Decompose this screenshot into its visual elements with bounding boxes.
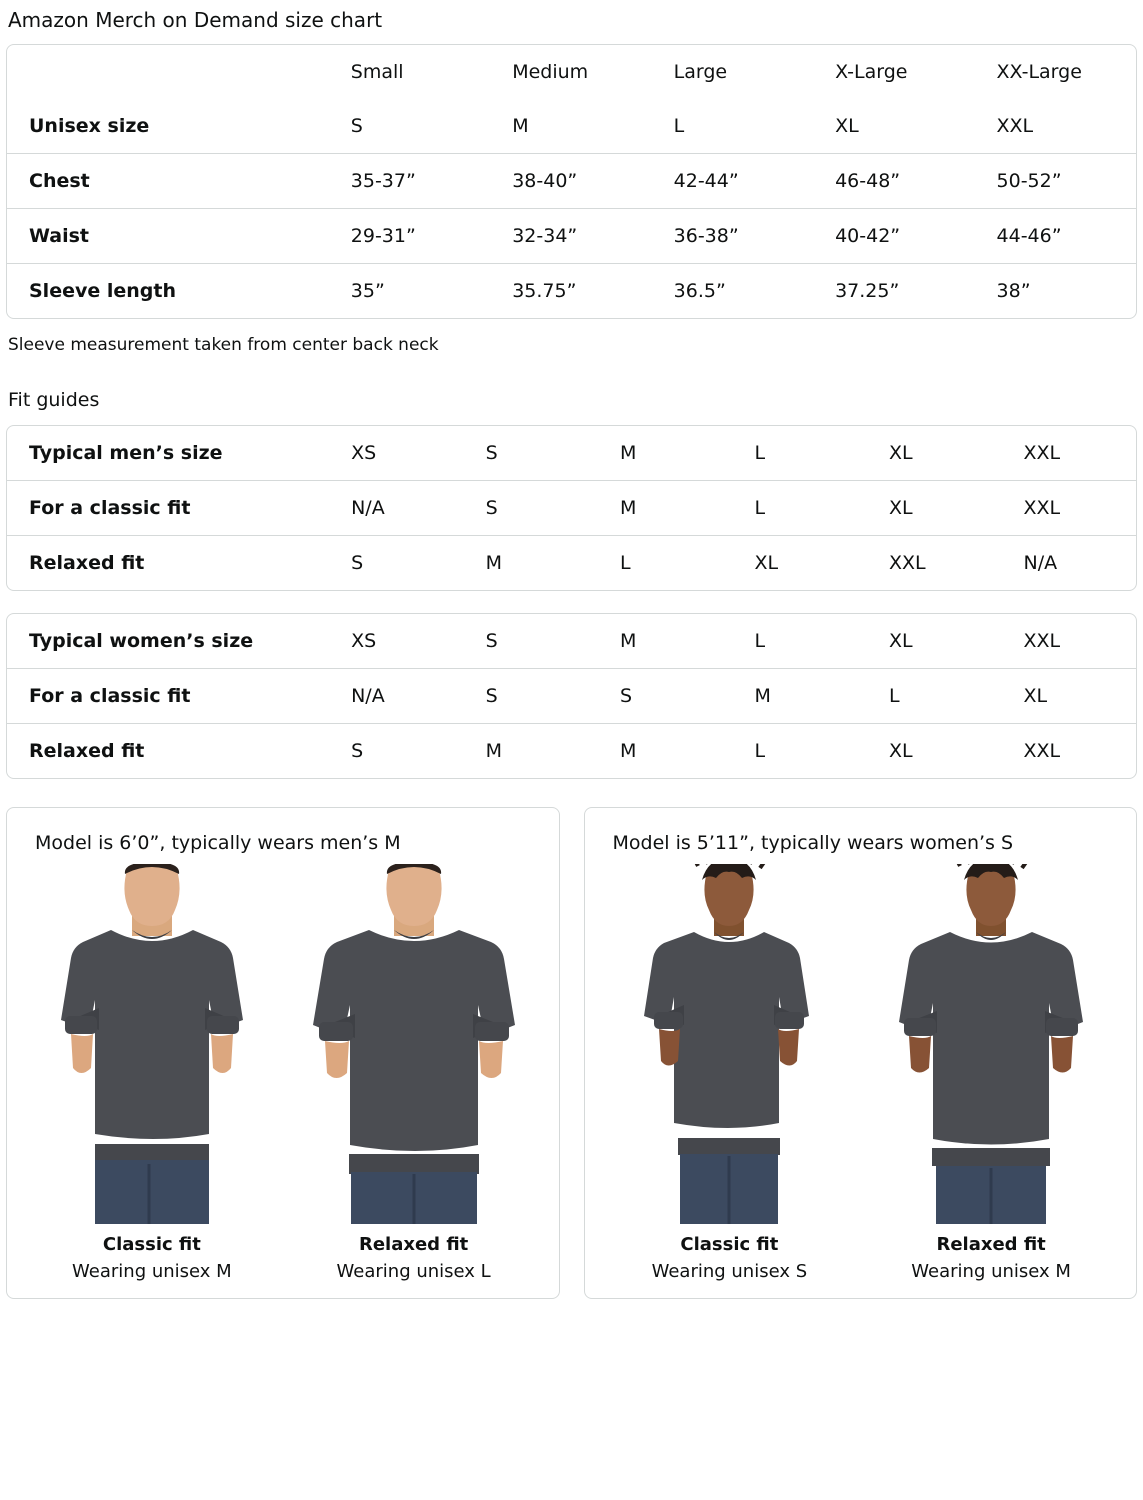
cell-unisex-xlarge: XL: [813, 99, 974, 154]
row-label-typical-womens-size: Typical women’s size: [7, 614, 329, 669]
cell-mens-classic-1: N/A: [329, 481, 463, 536]
cell-sleeve-medium: 35.75”: [512, 280, 577, 302]
cell-mens-typical-6: XXL: [1002, 426, 1137, 481]
cell-mens-typical-1: XS: [329, 426, 463, 481]
row-label-chest: Chest: [7, 154, 329, 209]
cell-mens-classic-4: L: [733, 481, 867, 536]
cell-mens-classic-6: XXL: [1002, 481, 1137, 536]
figure-wearing-label: Wearing unisex L: [336, 1261, 491, 1282]
cell-womens-typical-6: XXL: [1002, 614, 1137, 669]
cell-womens-classic-6: XL: [1002, 669, 1137, 724]
fit-guides-heading: Fit guides: [8, 389, 100, 411]
figure-fit-label: Relaxed fit: [936, 1234, 1046, 1255]
table-row: [7, 481, 1136, 536]
row-label-sleeve-length: Sleeve length: [29, 280, 176, 302]
cell-mens-classic-2: S: [464, 481, 598, 536]
cell-unisex-medium: M: [490, 99, 651, 154]
model-photo-section: [6, 807, 1137, 1299]
cell-womens-relaxed-6: XXL: [1023, 740, 1061, 762]
cell-unisex-xxlarge: XXL: [975, 99, 1136, 154]
mens-relaxed-fit-photo-icon: [299, 864, 529, 1224]
cell-chest-xxlarge: 50-52”: [975, 154, 1136, 209]
table-row: [7, 614, 1136, 669]
model-figures-womens: [603, 864, 1119, 1282]
cell-sleeve-xlarge: 37.25”: [835, 280, 900, 302]
model-figures-mens: [25, 864, 541, 1282]
cell-mens-typical-4: L: [733, 426, 867, 481]
cell-womens-classic-2: S: [464, 669, 598, 724]
cell-womens-typical-3: M: [598, 614, 732, 669]
size-chart-table: [6, 44, 1137, 319]
model-figure-womens-classic: [603, 864, 857, 1282]
cell-waist-small: 29-31”: [329, 209, 490, 264]
row-label-waist: Waist: [7, 209, 329, 264]
row-label-mens-relaxed-fit: Relaxed fit: [29, 552, 145, 574]
row-label-typical-mens-size: Typical men’s size: [7, 426, 329, 481]
column-header-small: Small: [350, 61, 404, 83]
cell-unisex-small: S: [329, 99, 490, 154]
cell-waist-large: 36-38”: [652, 209, 813, 264]
row-label-unisex-size: Unisex size: [7, 99, 329, 154]
table-row: [7, 536, 1136, 590]
table-row: [7, 154, 1136, 209]
cell-womens-typical-4: L: [733, 614, 867, 669]
table-row: [7, 99, 1136, 154]
column-header-xxlarge: XX-Large: [996, 61, 1082, 83]
figure-fit-label: Classic fit: [680, 1234, 779, 1255]
cell-womens-relaxed-1: S: [351, 740, 364, 762]
cell-womens-relaxed-3: M: [620, 740, 637, 762]
cell-womens-typical-2: S: [464, 614, 598, 669]
cell-mens-relaxed-3: L: [620, 552, 631, 574]
column-header-medium: Medium: [512, 61, 589, 83]
cell-sleeve-large: 36.5”: [673, 280, 726, 302]
cell-womens-classic-5: L: [867, 669, 1001, 724]
womens-relaxed-fit-photo-icon: [876, 864, 1106, 1224]
cell-sleeve-xxlarge: 38”: [996, 280, 1031, 302]
cell-mens-classic-5: XL: [867, 481, 1001, 536]
cell-waist-xxlarge: 44-46”: [975, 209, 1136, 264]
column-header-large: Large: [673, 61, 728, 83]
table-header-row: [7, 45, 1136, 99]
cell-womens-relaxed-4: L: [754, 740, 766, 762]
cell-womens-typical-5: XL: [867, 614, 1001, 669]
table-row: [7, 724, 1136, 778]
table-row: [7, 669, 1136, 724]
figure-wearing-label: Wearing unisex M: [911, 1261, 1071, 1282]
cell-mens-typical-2: S: [464, 426, 598, 481]
table-gap-spacer: [6, 591, 1137, 613]
cell-mens-relaxed-5: XXL: [889, 552, 926, 574]
cell-mens-typical-5: XL: [867, 426, 1001, 481]
cell-womens-relaxed-2: M: [485, 740, 502, 762]
page-title: Amazon Merch on Demand size chart: [8, 8, 383, 32]
cell-mens-typical-3: M: [598, 426, 732, 481]
model-card-title-womens: Model is 5’11”, typically wears women’s S: [612, 832, 1014, 854]
table-row: [7, 426, 1136, 481]
mens-fit-guide-table: [6, 425, 1137, 591]
womens-classic-fit-photo-icon: [614, 864, 844, 1224]
cell-waist-medium: 32-34”: [490, 209, 651, 264]
cell-mens-relaxed-2: M: [485, 552, 502, 574]
table-row: [7, 264, 1136, 318]
cell-chest-medium: 38-40”: [490, 154, 651, 209]
figure-wearing-label: Wearing unisex S: [651, 1261, 808, 1282]
model-card-womens: [584, 807, 1138, 1299]
cell-womens-relaxed-5: XL: [889, 740, 913, 762]
cell-unisex-large: L: [652, 99, 813, 154]
sleeve-measurement-note: Sleeve measurement taken from center back neck: [8, 335, 439, 355]
model-card-title-mens: Model is 6’0”, typically wears men’s M: [35, 832, 401, 854]
cell-mens-relaxed-1: S: [351, 552, 364, 574]
figure-fit-label: Relaxed fit: [358, 1234, 469, 1255]
cell-chest-large: 42-44”: [652, 154, 813, 209]
cell-waist-xlarge: 40-42”: [813, 209, 974, 264]
cell-womens-typical-1: XS: [329, 614, 463, 669]
figure-fit-label: Classic fit: [102, 1234, 201, 1255]
row-label-mens-classic-fit: For a classic fit: [7, 481, 329, 536]
cell-womens-classic-1: N/A: [329, 669, 463, 724]
model-card-mens: [6, 807, 560, 1299]
cell-mens-relaxed-6: N/A: [1023, 552, 1058, 574]
row-label-womens-relaxed-fit: Relaxed fit: [29, 740, 145, 762]
womens-fit-guide-table: [6, 613, 1137, 779]
figure-wearing-label: Wearing unisex M: [72, 1261, 232, 1282]
cell-chest-xlarge: 46-48”: [813, 154, 974, 209]
mens-classic-fit-photo-icon: [37, 864, 267, 1224]
cell-mens-classic-3: M: [598, 481, 732, 536]
cell-womens-classic-4: M: [733, 669, 867, 724]
column-header-xlarge: X-Large: [835, 61, 908, 83]
cell-mens-relaxed-4: XL: [754, 552, 779, 574]
model-figure-mens-classic: [25, 864, 279, 1282]
cell-womens-classic-3: S: [598, 669, 732, 724]
table-row: [7, 209, 1136, 264]
row-label-womens-classic-fit: For a classic fit: [7, 669, 329, 724]
cell-sleeve-small: 35”: [350, 280, 385, 302]
cell-chest-small: 35-37”: [329, 154, 490, 209]
model-figure-womens-relaxed: [864, 864, 1118, 1282]
column-header-blank: [7, 45, 329, 99]
model-figure-mens-relaxed: [287, 864, 541, 1282]
